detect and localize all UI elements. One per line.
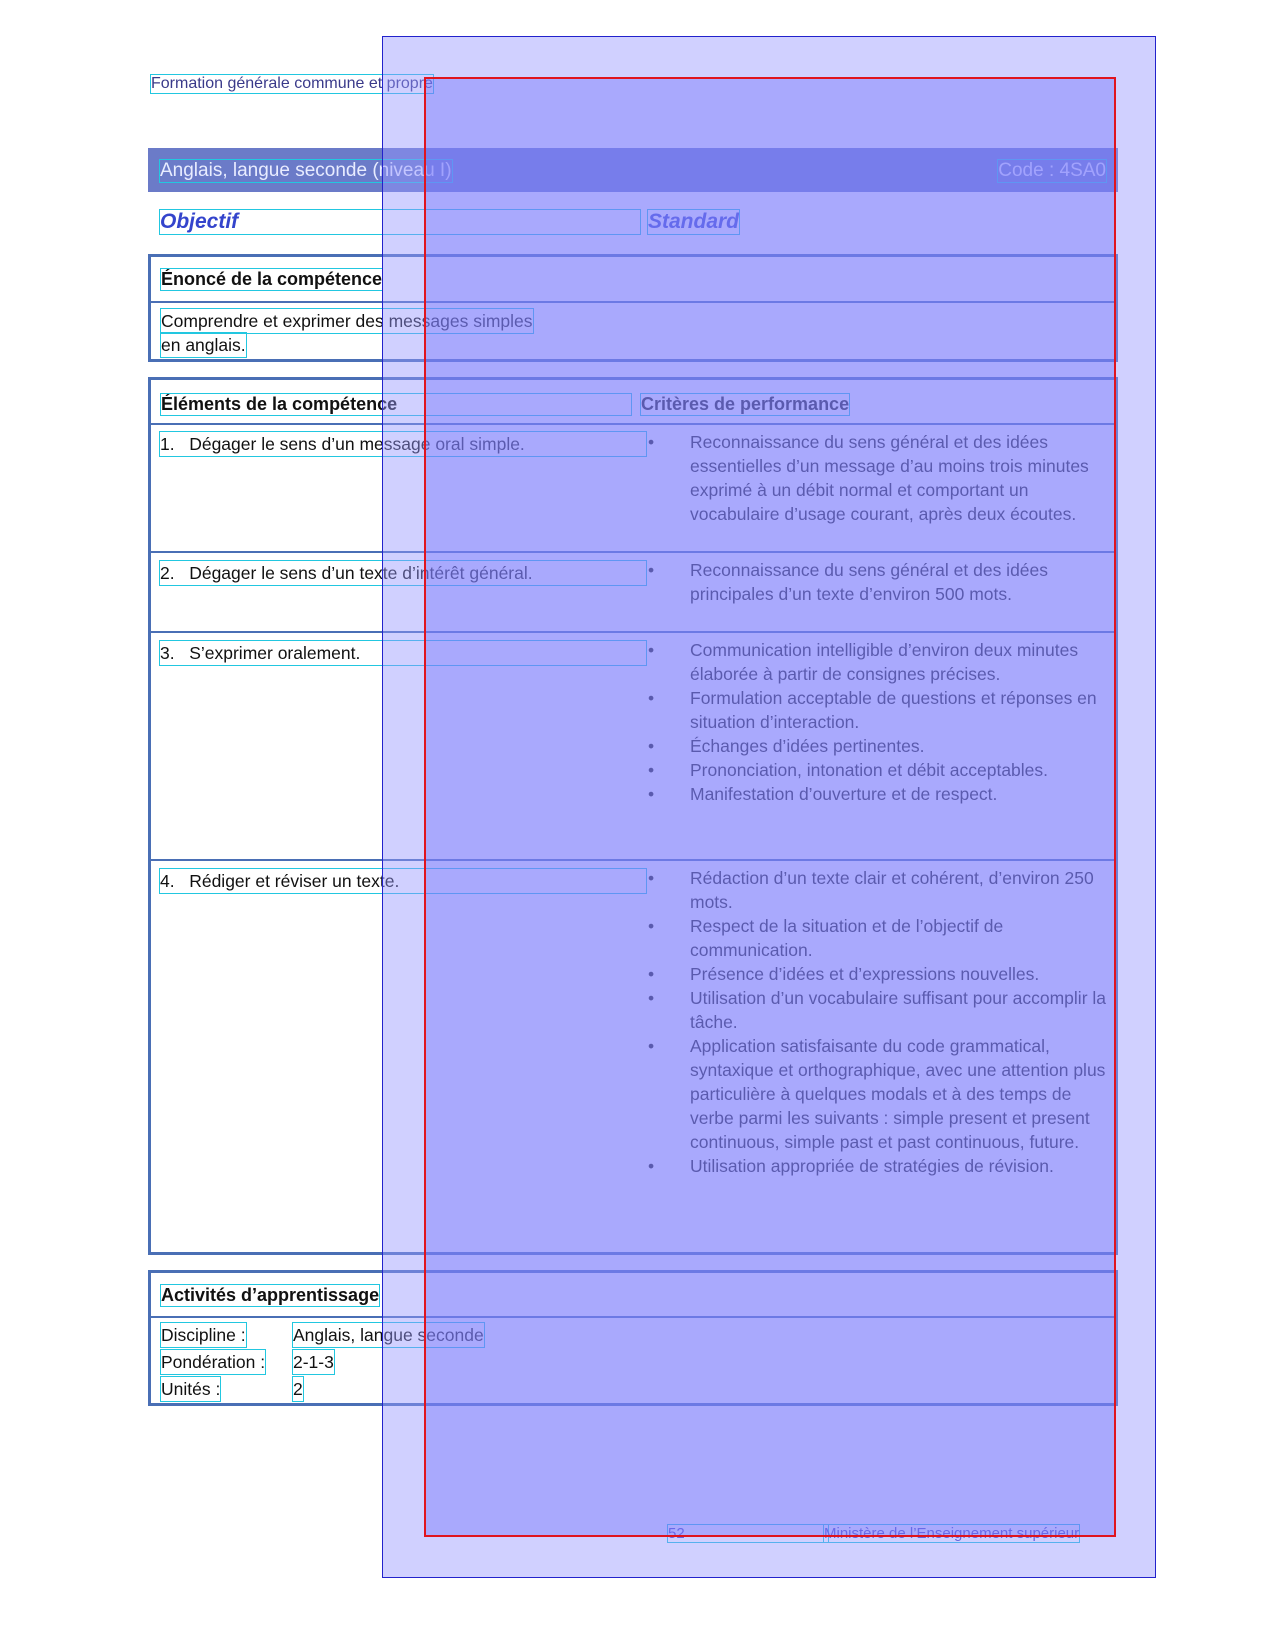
criterion-item: • Prononciation, intonation et débit acceptables. <box>648 758 1108 782</box>
criterion-item: • Rédaction d’un texte clair et cohérent, d’environ 250 mots. <box>648 866 1108 914</box>
criterion-item: • Application satisfaisante du code grammatical, syntaxique et orthographique, avec une attention plus particulière à quelques modals et à des temps de verbe parmi les suivants : simple present et present continuous, simple past et past continuous, future. <box>648 1034 1108 1154</box>
element-number: 3. <box>160 643 175 663</box>
ponderation-label: Pondération : <box>161 1352 266 1372</box>
element-label: Dégager le sens d’un message oral simple. <box>189 434 525 454</box>
element-number: 2. <box>160 563 175 583</box>
subheader-standard: Standard <box>648 210 740 233</box>
criteria-heading: Critères de performance <box>641 394 850 414</box>
criterion-item: • Reconnaissance du sens général et des idées essentielles d’un message d’au moins trois minutes exprimé à un débit normal et comportant un vocabulaire d’usage courant, après deux écoutes. <box>648 430 1108 526</box>
unites-label: Unités : <box>161 1379 221 1399</box>
top-note: Formation générale commune et propre <box>151 75 433 92</box>
course-code: Code : 4SA0 <box>998 160 1106 181</box>
criterion-item: • Respect de la situation et de l’objectif de communication. <box>648 914 1108 962</box>
element-number: 1. <box>160 434 175 454</box>
criterion-item: • Manifestation d’ouverture et de respect. <box>648 782 1108 806</box>
criterion-item: • Utilisation appropriée de stratégies de révision. <box>648 1154 1108 1178</box>
criterion-item: • Reconnaissance du sens général et des idées principales d’un texte d’environ 500 mots. <box>648 558 1108 606</box>
criterion-item: • Présence d’idées et d’expressions nouvelles. <box>648 962 1108 986</box>
criterion-item: • Échanges d’idées pertinentes. <box>648 734 1108 758</box>
element-label: S’exprimer oralement. <box>189 643 361 663</box>
discipline-value: Anglais, langue seconde <box>293 1325 484 1345</box>
enonce-heading: Énoncé de la compétence <box>161 269 383 289</box>
elements-heading: Éléments de la compétence <box>161 394 631 415</box>
footer-publisher: Ministère de l’Enseignement supérieur <box>824 1525 1080 1542</box>
enonce-text-line1: Comprendre et exprimer des messages simples <box>161 311 533 331</box>
unites-value: 2 <box>293 1379 303 1399</box>
criterion-item: • Formulation acceptable de questions et réponses en situation d’interaction. <box>648 686 1108 734</box>
element-label: Dégager le sens d’un texte d’intérêt général. <box>189 563 533 583</box>
criterion-item: • Utilisation d’un vocabulaire suffisant pour accomplir la tâche. <box>648 986 1108 1034</box>
criterion-item: • Communication intelligible d’environ deux minutes élaborée à partir de consignes précises. <box>648 638 1108 686</box>
activites-heading: Activités d’apprentissage <box>161 1285 380 1305</box>
element-label: Rédiger et réviser un texte. <box>189 871 400 891</box>
ponderation-value: 2-1-3 <box>293 1352 334 1372</box>
course-title: Anglais, langue seconde (niveau I) <box>160 160 452 181</box>
element-number: 4. <box>160 871 175 891</box>
subheader-objectif: Objectif <box>160 210 640 234</box>
discipline-label: Discipline : <box>161 1325 246 1345</box>
enonce-text-line2: en anglais. <box>161 335 246 355</box>
footer-page-number: 52 <box>668 1525 828 1542</box>
overlay-inner-region <box>424 77 1116 1537</box>
